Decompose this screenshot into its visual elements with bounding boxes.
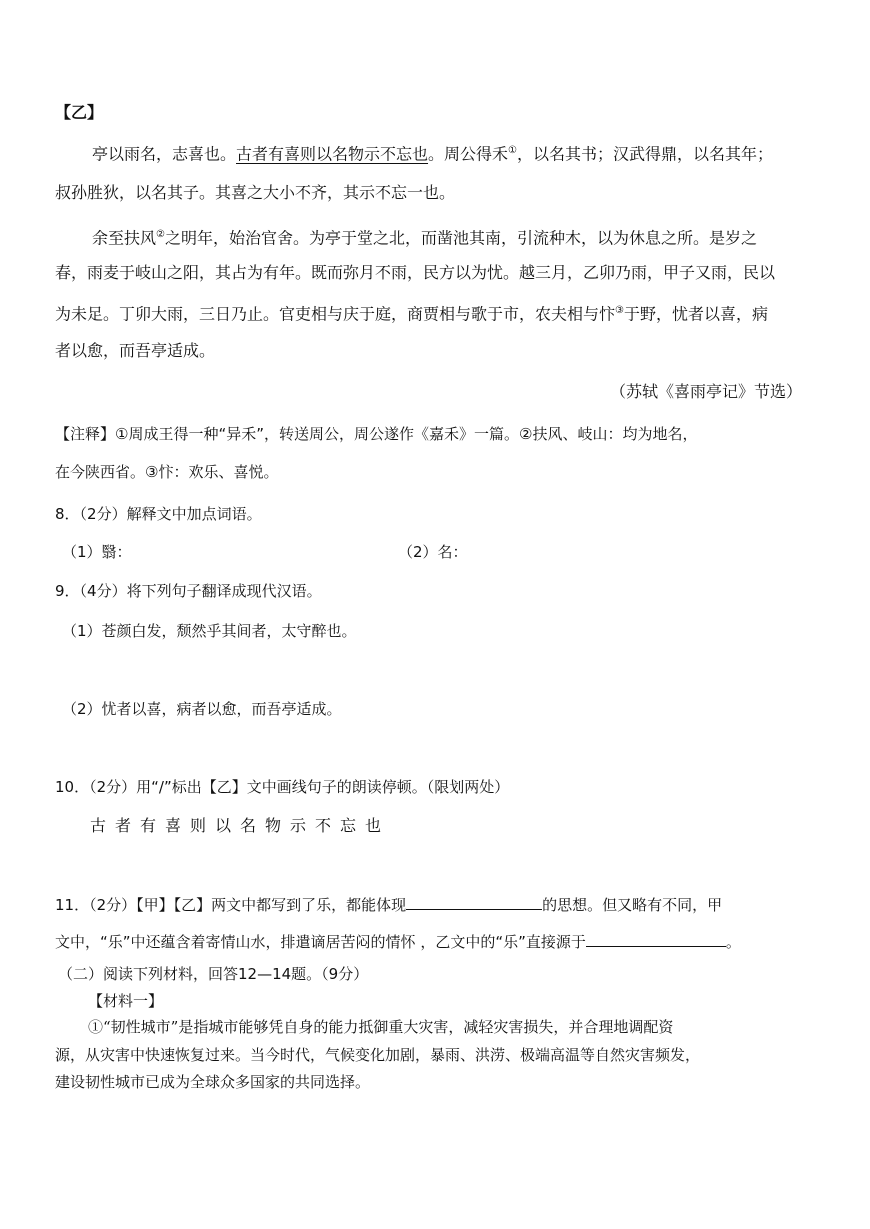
q10-stem: 10．（2分）用“/”标出【乙】文中画线句子的朗读停顿。（限划两处） <box>55 778 510 796</box>
yi-paragraph2-line1 <box>92 224 757 249</box>
q8-item2: （2）名： <box>398 543 468 561</box>
source-citation: （苏轼《喜雨亭记》节选） <box>610 382 803 401</box>
q10-sentence: 古者有喜则以名物示不忘也 <box>90 816 391 835</box>
notes-line2: 在今陕西省。③忭：欢乐、喜悦。 <box>55 463 279 481</box>
q8-item1: （1）翳： <box>62 543 132 561</box>
p2-line1-b: 之明年，始治官舍。为亭于堂之北，而凿池其南，引流种木，以为休息之所。是岁之 <box>164 228 757 248</box>
q9-item1: （1）苍颜白发，颓然乎其间者，太守醉也。 <box>62 622 357 640</box>
p1-part3: ，以名其书；汉武得鼎，以名其年； <box>517 144 774 164</box>
q9-item2: （2）忧者以喜，病者以愈，而吾亭适成。 <box>62 700 342 718</box>
material1-line3: 建设韧性城市已成为全球众多国家的共同选择。 <box>55 1073 371 1091</box>
material1-label: 【材料一】 <box>88 992 164 1010</box>
q11-line1-b: 的思想。但又略有不同，甲 <box>542 896 723 914</box>
material1-line2: 源，从灾害中快速恢复过来。当今时代，气候变化加剧，暴雨、洪涝、极端高温等自然灾害频发， <box>55 1046 701 1064</box>
notes-line1: 【注释】①周成王得一种“异禾”，转送周公，周公遂作《嘉禾》一篇。②扶风、岐山：均为地名， <box>55 425 698 443</box>
p2-line3-a: 为未足。丁卯大雨，三日乃止。官吏相与庆于庭，商贾相与歌于市，农夫相与忭 <box>55 304 616 324</box>
q11-line2-a: 文中，“乐”中还蕴含着寄情山水，排遣谪居苦闷的情怀 ，乙文中的“乐”直接源于 <box>55 933 586 951</box>
yi-paragraph1-line1 <box>92 140 773 165</box>
yi-paragraph1-line2: 叔孙胜狄，以名其子。其喜之大小不齐，其示不忘一也。 <box>55 183 456 202</box>
material1-line1: ①“韧性城市”是指城市能够凭自身的能力抵御重大灾害，减轻灾害损失，并合理地调配资 <box>88 1018 674 1036</box>
q11-blank1[interactable] <box>406 895 542 910</box>
part2-heading: （二）阅读下列材料，回答12—14题。（9分） <box>58 965 369 983</box>
yi-paragraph2-line2: 春，雨麦于岐山之阳，其占为有年。既而弥月不雨，民方以为忧。越三月，乙卯乃雨，甲子又雨，民以 <box>55 263 776 282</box>
q11-line2 <box>55 931 741 953</box>
underlined-sentence: 古者有喜则以名物示不忘也 <box>236 144 429 164</box>
q11-line1-a: 11．（2分）【甲】【乙】两文中都写到了乐，都能体现 <box>55 896 407 914</box>
q11-line1 <box>55 894 722 916</box>
yi-paragraph2-line4: 者以愈，而吾亭适成。 <box>55 341 216 360</box>
yi-paragraph2-line3 <box>55 300 768 325</box>
p2-line3-b: 于野，忧者以喜，病 <box>623 304 768 324</box>
section-yi-heading: 【乙】 <box>55 103 104 122</box>
q8-stem: 8．（2分）解释文中加点词语。 <box>55 505 262 523</box>
note2-marker: ② <box>156 229 165 240</box>
q11-line2-b: 。 <box>725 933 741 951</box>
note3-marker: ③ <box>615 305 624 316</box>
note1-marker: ① <box>508 145 518 156</box>
p2-line1-a: 余至扶风 <box>92 228 157 248</box>
p1-part2: 。周公得禾 <box>428 144 509 164</box>
p1-part1: 亭以雨名，志喜也。 <box>92 144 237 164</box>
q11-blank2[interactable] <box>586 932 726 947</box>
q9-stem: 9．（4分）将下列句子翻译成现代汉语。 <box>55 582 322 600</box>
